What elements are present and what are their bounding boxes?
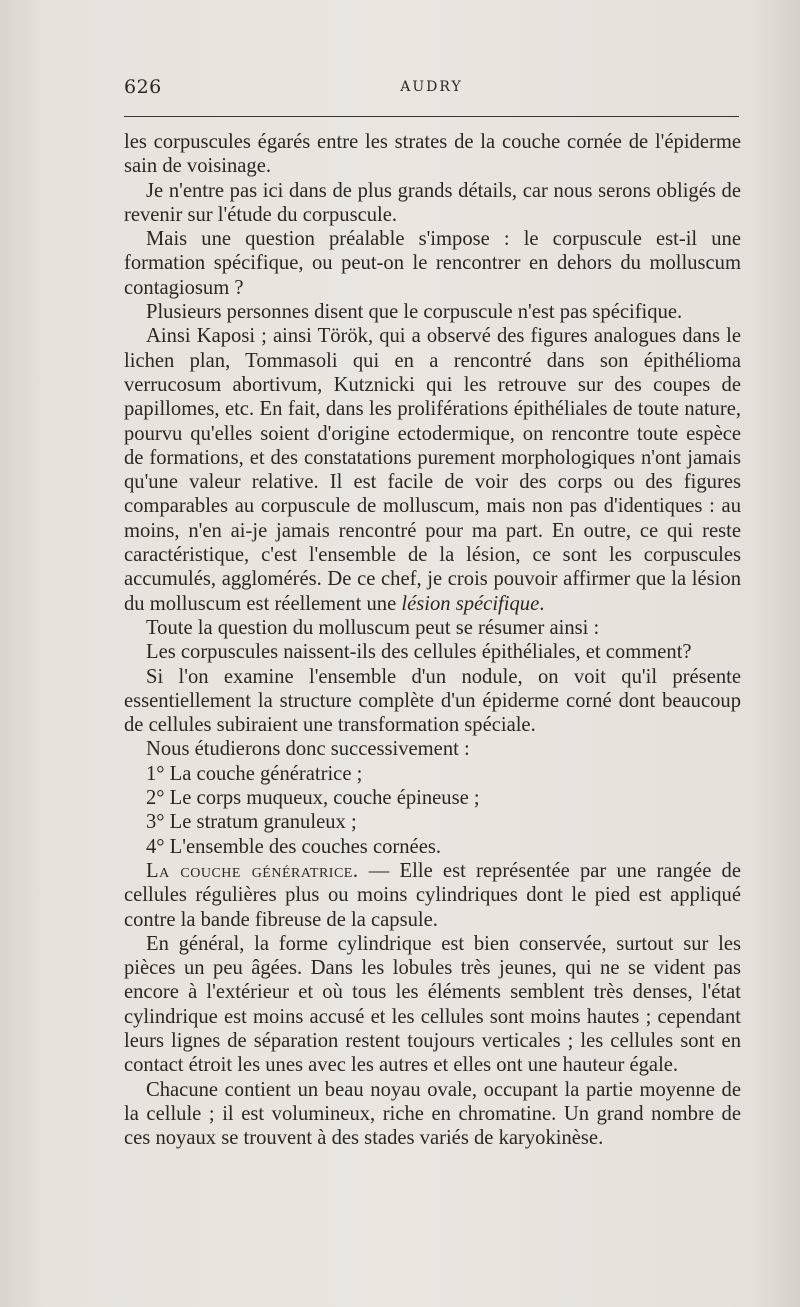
paragraph-end: . [539,592,545,615]
paragraph: En général, la forme cylindrique est bien conservée, surtout sur les pièces un peu âgées. Dans les lobules très jeunes, qui ne se vident pas encore à l'extérieur et où tous les éléments semblent très denses, l'état cylindrique est moins accusé et les cellules sont moins hautes ; cependant leurs lignes de séparation restent toujours verticales ; les cellules sont en contact étroit les unes avec les autres et elles ont une hauteur égale. [124,932,741,1077]
header-rule [124,116,739,117]
paragraph-text: — Elle est représentée par une rangée de cellules régulières plus ou moins cylindriques dont le pied est appliqué contre la bande fibreuse de la capsule. [124,859,741,931]
page-header [124,76,739,102]
emphasis-text: lésion spécifique [401,592,540,615]
paragraph: Nous étudierons donc successivement : [146,738,470,761]
paragraph [124,324,741,616]
page-number: 626 [124,76,162,98]
list-item: 2° Le corps muqueux, couche épineuse ; [146,787,480,810]
list-item: 1° La couche génératrice ; [146,762,363,785]
paragraph: Plusieurs personnes disent que le corpuscule n'est pas spécifique. [146,301,683,324]
list-item: 4° L'ensemble des couches cornées. [146,835,441,858]
paragraph: les corpuscules égarés entre les strates de la couche cornée de l'épiderme sain de voisinage. [124,131,741,178]
body-text [124,130,741,1150]
running-head: AUDRY [400,79,463,95]
paragraph: Toute la question du molluscum peut se résumer ainsi : [146,616,600,639]
paragraph: Mais une question préalable s'impose : le corpuscule est-il une formation spécifique, ou peut-on le rencontrer en dehors du molluscum contagiosum ? [124,228,741,299]
paragraph [124,859,741,932]
paragraph: Je n'entre pas ici dans de plus grands détails, car nous serons obligés de revenir sur l'étude du corpuscule. [124,179,741,226]
paragraph: Si l'on examine l'ensemble d'un nodule, on voit qu'il présente essentiellement la structure complète d'un épiderme corné dont beaucoup de cellules subiraient une transformation spéciale. [124,665,741,737]
list-item: 3° Le stratum granuleux ; [146,811,357,834]
paragraph: Les corpuscules naissent-ils des cellules épithéliales, et comment? [146,641,692,664]
paragraph: Chacune contient un beau noyau ovale, occupant la partie moyenne de la cellule ; il est volumineux, riche en chromatine. Un grand nombre de ces noyaux se trouvent à des stades variés de karyokinèse. [124,1078,741,1150]
section-lead: La couche génératrice. [146,859,359,882]
paragraph-text: Ainsi Kaposi ; ainsi Török, qui a observé des figures analogues dans le lichen plan, Tommasoli qui en a rencontré dans son épithélioma verrucosum abortivum, Kutznicki qui les retrouve sur des coupes de papillomes, etc. En fait, dans les proliférations épithéliales de toute nature, pourvu qu'elles soient d'origine ectodermique, on rencontre toute espèce de formations, et des constatations purement morphologiques n'ont jamais qu'une valeur relative. Il est facile de voir des corps ou des figures comparables au corpuscule de molluscum, mais non pas d'identiques : au moins, n'en ai-je jamais rencontré pour ma part. En outre, ce qui reste caractéristique, c'est l'ensemble de la lésion, ce sont les corpuscules accumulés, agglomérés. De ce chef, je crois pouvoir affirmer que la lésion du molluscum est réellement une [124,325,741,615]
